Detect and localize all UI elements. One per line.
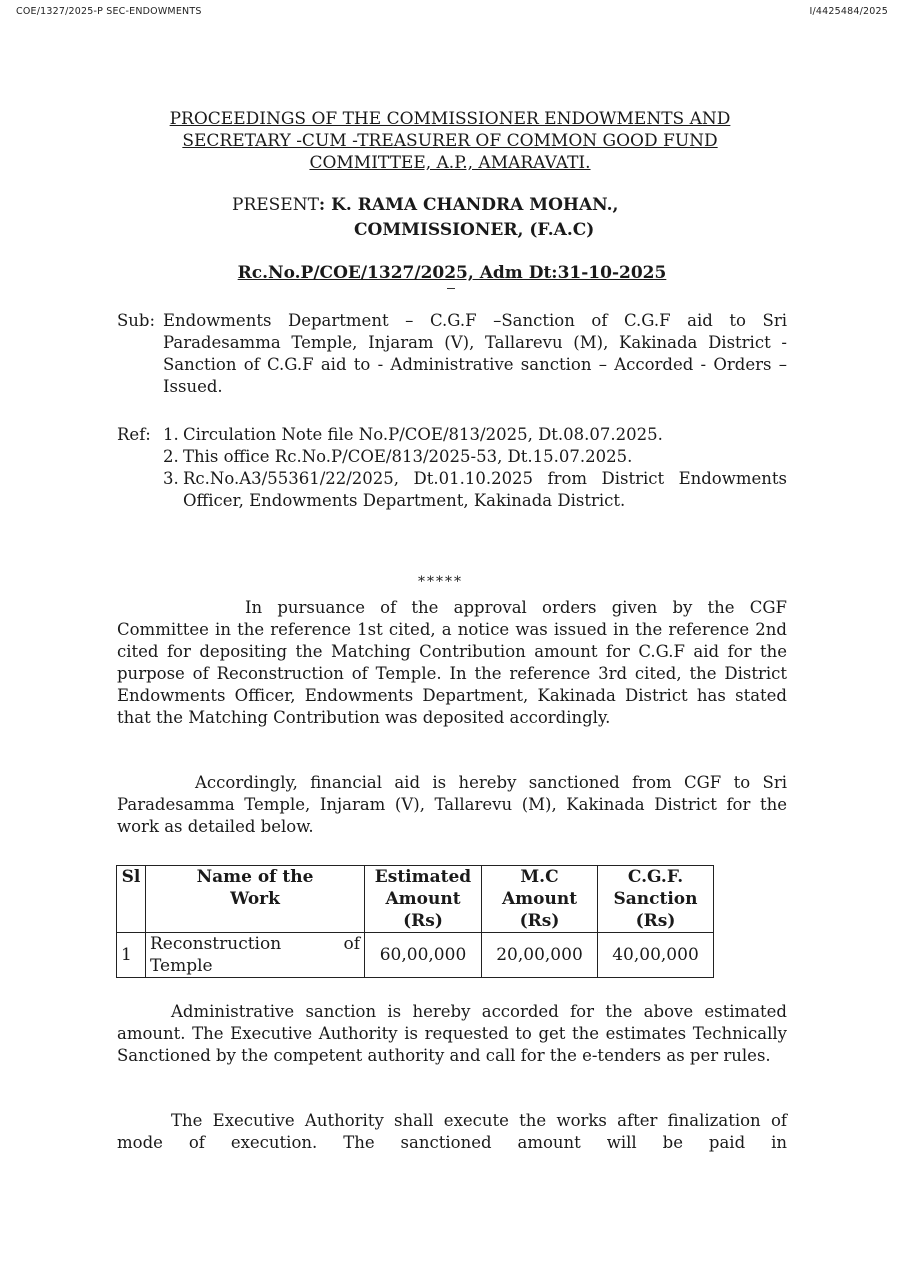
references-label: Ref:: [117, 425, 151, 444]
header-line: (Rs): [519, 911, 560, 931]
header-estimated: [365, 866, 482, 933]
header-line: (Rs): [403, 911, 443, 931]
header-line: Name of the: [196, 867, 314, 887]
works-table: [116, 865, 714, 978]
proceedings-title: [120, 108, 780, 174]
header-name: [146, 866, 365, 933]
cell-estimated: 60,00,000: [365, 933, 482, 978]
subject-block: [117, 310, 787, 398]
header-line: M.C: [520, 867, 559, 887]
officer-designation: COMMISSIONER, (F.A.C): [354, 220, 595, 240]
present-label: PRESENT: [232, 195, 319, 215]
reference-text: This office Rc.No.P/COE/813/2025-53, Dt.15.07.2025.: [183, 447, 633, 466]
header-line: Sanction: [613, 889, 698, 909]
title-line: COMMITTEE, A.P., AMARAVATI.: [309, 153, 591, 173]
reference-text: Circulation Note file No.P/COE/813/2025, Dt.08.07.2025.: [183, 425, 663, 444]
subject-text: Endowments Department – C.G.F –Sanction of C.G.F aid to Sri Paradesamma Temple, Injaram (V), Tallarevu (M), Kakinada District - Sanction of C.G.F aid to - Administrative sanction – Accorded - Orders – Issued.: [163, 311, 787, 396]
cell-sl: 1: [117, 933, 146, 978]
table-header-row: [117, 866, 714, 933]
header-line: Amount: [385, 889, 461, 909]
reference-number: 2.: [163, 447, 179, 466]
section-separator: *****: [418, 574, 463, 590]
rc-number: Rc.No.P/COE/1327/2025, Adm Dt:31-10-2025: [237, 263, 667, 283]
file-reference: COE/1327/2025-P SEC-ENDOWMENTS: [16, 6, 202, 17]
reference-item: [117, 468, 787, 512]
table-row: [117, 933, 714, 978]
subject-label: Sub:: [117, 311, 156, 330]
header-line: Work: [230, 889, 280, 909]
title-line: SECRETARY -CUM -TREASURER OF COMMON GOOD FUND: [182, 131, 718, 151]
reference-number: 3.: [163, 469, 179, 488]
officer-name: : K. RAMA CHANDRA MOHAN.,: [318, 195, 619, 215]
decorative-mark: [447, 288, 455, 289]
header-line: Amount: [501, 889, 578, 909]
paragraph-execution: The Executive Authority shall execute the works after finalization of mode of execution. The sanctioned amount will be paid in: [117, 1111, 787, 1152]
header-line: (Rs): [635, 911, 676, 931]
header-cgf: [598, 866, 714, 933]
reference-item: [117, 424, 787, 446]
reference-number: 1.: [163, 425, 179, 444]
reference-item: [117, 446, 787, 468]
header-line: C.G.F.: [627, 867, 684, 887]
header-mc: [482, 866, 598, 933]
paragraph-admin-sanction: Administrative sanction is hereby accorded for the above estimated amount. The Executive Authority is requested to get the estimates Technically Sanctioned by the competent authority and call for the e-tenders as per rules.: [117, 1002, 787, 1065]
cell-cgf: 40,00,000: [598, 933, 714, 978]
paragraph-sanction: Accordingly, financial aid is hereby sanctioned from CGF to Sri Paradesamma Temple, Injaram (V), Tallarevu (M), Kakinada District for the work as detailed below.: [117, 773, 787, 836]
cell-mc: 20,00,000: [482, 933, 598, 978]
paragraph-background: In pursuance of the approval orders given by the CGF Committee in the reference 1st cited, a notice was issued in the reference 2nd cited for depositing the Matching Contribution amount for C.G.F aid for the purpose of Reconstruction of Temple. In the reference 3rd cited, the District Endowments Officer, Endowments Department, Kakinada District has stated that the Matching Contribution was deposited accordingly.: [117, 598, 787, 727]
present-block: [232, 193, 618, 243]
title-line: PROCEEDINGS OF THE COMMISSIONER ENDOWMENTS AND: [169, 109, 731, 129]
cell-work-name: Reconstruction of Temple: [146, 933, 365, 978]
reference-text: Rc.No.A3/55361/22/2025, Dt.01.10.2025 from District Endowments Officer, Endowments Department, Kakinada District.: [183, 469, 787, 510]
references-block: [117, 424, 787, 512]
header-line: Estimated: [374, 867, 472, 887]
header-sl: Sl: [117, 866, 146, 933]
document-id: I/4425484/2025: [809, 6, 888, 17]
